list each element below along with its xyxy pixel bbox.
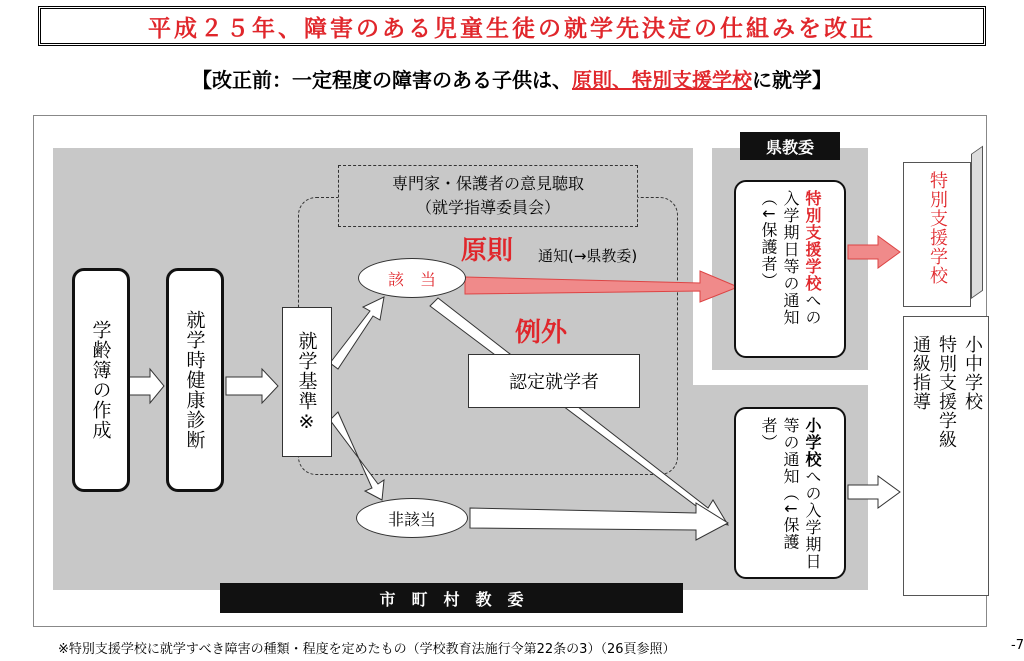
arrow-special-notice-to-school xyxy=(848,236,900,268)
arrow-notapplicable-to-elem xyxy=(470,503,728,540)
special-school-label: 特別支援学校 xyxy=(927,171,948,285)
elementary-school-box xyxy=(903,316,983,596)
arrow-register-to-health xyxy=(128,369,164,403)
footnote: ※特別支援学校に就学すべき障害の種類・程度を定めたもの（学校教育法施行令第22条の3）（26頁参照） xyxy=(58,642,676,657)
register-label: 学齢簿の作成 xyxy=(89,320,112,440)
elementary-line-2: 特別支援学級 xyxy=(936,335,957,449)
elem-notice-black: への入学期日等の通知（↓保護者） xyxy=(759,417,822,570)
not-applicable-label: 非該当 xyxy=(387,509,436,529)
certified-student-label: 認定就学者 xyxy=(509,372,599,393)
page-number: -7 xyxy=(1011,638,1024,653)
health-check-box xyxy=(166,268,224,492)
elementary-school-text xyxy=(907,335,985,595)
elem-notice-red: 小学校 xyxy=(803,417,822,468)
criteria-label: 就学基準※ xyxy=(295,330,318,434)
special-notice-text xyxy=(757,190,823,350)
subtitle-prefix: 【改正前：一定程度の障害のある子供は、 xyxy=(192,68,572,92)
criteria-box xyxy=(282,307,332,457)
arrow-health-to-criteria xyxy=(226,369,278,403)
expert-line-2: （就学指導委員会） xyxy=(415,198,560,217)
elementary-line-3: 通級指導 xyxy=(910,335,931,411)
subtitle-suffix: に就学】 xyxy=(752,68,832,92)
expert-line-1: 専門家・保護者の意見聴取 xyxy=(391,174,584,193)
elem-notice-box xyxy=(734,407,846,579)
arrow-applicable-to-elem xyxy=(430,298,728,525)
special-notice-red: 特別支援学校 xyxy=(803,190,822,292)
notify-pref-label: 通知(→県教委) xyxy=(538,247,638,265)
special-notice-paren: （↓保護者） xyxy=(759,190,778,290)
prefecture-label: 県教委 xyxy=(740,132,840,160)
health-check-label: 就学時健康診断 xyxy=(183,310,206,450)
certified-student-box xyxy=(468,354,640,408)
arrow-principle-to-special-notice xyxy=(465,271,738,302)
exception-label: 例外 xyxy=(515,318,568,348)
special-school-box xyxy=(903,162,983,307)
applicable-ellipse xyxy=(358,258,466,298)
special-notice-black-1: への xyxy=(803,292,822,326)
arrow-elem-notice-to-school xyxy=(848,476,900,508)
arrow-criteria-to-applicable xyxy=(330,297,384,369)
page-title: 平成２５年、障害のある児童生徒の就学先決定の仕組みを改正 xyxy=(38,6,986,46)
not-applicable-ellipse xyxy=(356,498,468,538)
principle-label: 原則 xyxy=(461,236,514,266)
municipal-label: 市 町 村 教 委 xyxy=(220,583,683,613)
special-notice-box xyxy=(734,180,846,358)
register-box xyxy=(72,268,130,492)
arrow-criteria-to-notapplicable xyxy=(330,412,384,500)
elem-notice-text xyxy=(757,417,823,575)
subtitle-highlight: 原則、特別支援学校 xyxy=(572,68,752,92)
special-notice-black-2: 入学期日等の通知 xyxy=(781,190,800,326)
elementary-line-1: 小中学校 xyxy=(962,335,983,411)
applicable-label: 該 当 xyxy=(387,269,436,289)
